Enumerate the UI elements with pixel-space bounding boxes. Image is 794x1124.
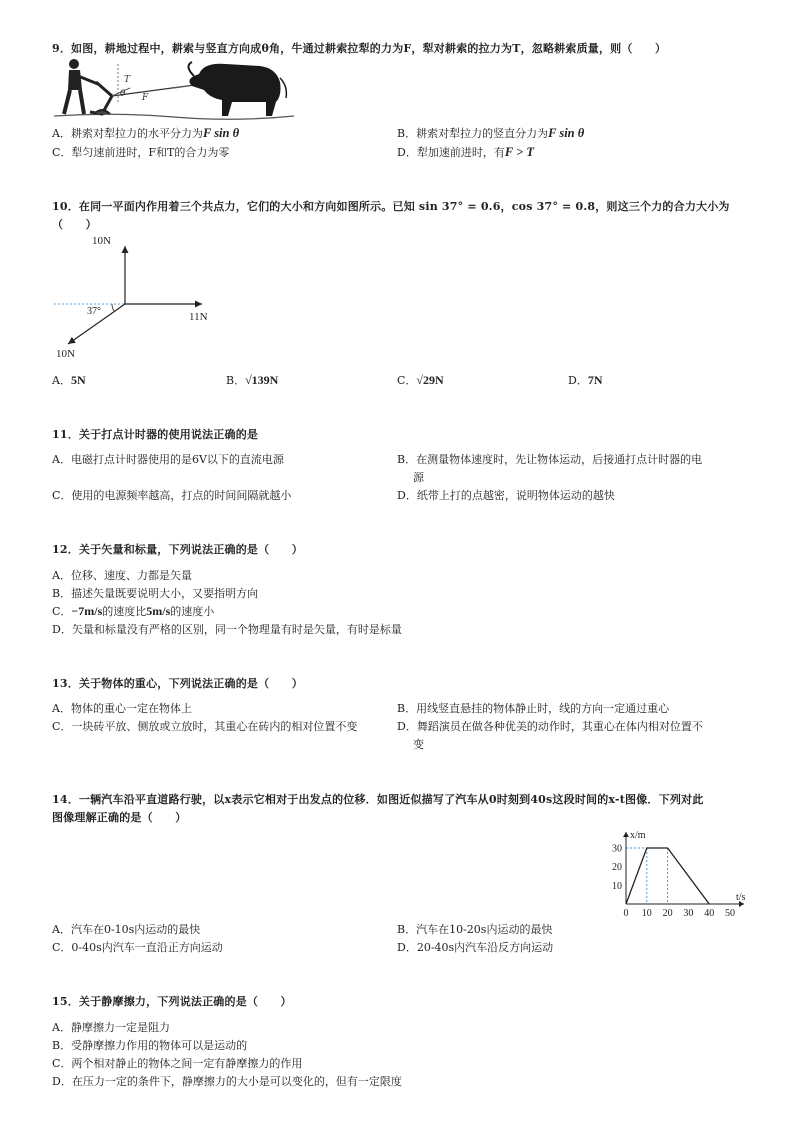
q13-option-d[interactable]: D．舞蹈演员在做各种优美的动作时，其重心在体内相对位置不 <box>397 720 703 733</box>
q14-option-a[interactable]: A．汽车在0-10s内运动的最快 <box>52 923 201 936</box>
q12-option-d[interactable]: D．矢量和标量没有严格的区别，同一个物理量有时是矢量，有时是标量 <box>52 623 402 636</box>
x-axis-label: t/s <box>736 892 746 903</box>
force-diagram <box>52 230 222 360</box>
q9-theta-label: θ <box>120 89 126 99</box>
x-tick-label: 50 <box>725 908 735 919</box>
q15-stem: 15．关于静摩擦力，下列说法正确的是（ ） <box>52 995 292 1008</box>
q13-stem: 13．关于物体的重心，下列说法正确的是（ ） <box>52 677 303 690</box>
force-diag-label: 10N <box>56 348 75 360</box>
q14-option-b[interactable]: B．汽车在10-20s内运动的最快 <box>397 923 553 936</box>
q10-option-b[interactable]: B．√139N <box>226 373 279 387</box>
q9-stem: 9．如图，耕地过程中，耕索与竖直方向成θ角，牛通过耕索拉犁的力为F，犁对耕索的拉力为T，忽略耕索质量，则（ ） <box>52 42 667 55</box>
y-tick-label: 10 <box>612 880 622 892</box>
q13-option-d-cont[interactable]: 变 <box>413 738 424 751</box>
q13-option-c[interactable]: C．一块砖平放、侧放或立放时，其重心在砖内的相对位置不变 <box>52 720 358 733</box>
q10-option-a[interactable]: A．5N <box>52 373 86 387</box>
q10-option-d[interactable]: D．7N <box>568 373 603 387</box>
angle-label: 37° <box>87 306 101 317</box>
q9-option-c[interactable]: C．犁匀速前进时，F和T的合力为零 <box>52 146 230 159</box>
q14-stem: 14．一辆汽车沿平直道路行驶，以x表示它相对于出发点的位移．如图近似描写了汽车从0时刻到40s这段时间的x-t图像．下列对此 <box>52 793 704 806</box>
x-tick-label: 10 <box>641 908 652 919</box>
q10-stem-line2: （ ） <box>52 218 97 231</box>
q9-option-d[interactable]: D．犁加速前进时，有F > T <box>397 145 534 159</box>
y-tick-label: 20 <box>612 862 622 874</box>
x-tick-label: 20 <box>662 908 673 919</box>
q12-option-a[interactable]: A．位移、速度、力都是矢量 <box>52 569 192 582</box>
q11-option-b-cont[interactable]: 源 <box>413 471 424 484</box>
q9-option-a[interactable]: A．耕索对犁拉力的水平分力为F sin θ <box>52 126 240 140</box>
q10-stem: 10．在同一平面内作用着三个共点力，它们的大小和方向如图所示。已知 sin 37° = 0.6，cos 37° = 0.8，则这三个力的合力大小为 <box>52 200 730 213</box>
q11-option-d[interactable]: D．纸带上打的点越密，说明物体运动的越快 <box>397 489 615 502</box>
q15-option-a[interactable]: A．静摩擦力一定是阻力 <box>52 1021 170 1034</box>
x-tick-label: 30 <box>683 908 694 919</box>
xt-graph <box>598 828 748 920</box>
y-axis-label: x/m <box>630 830 646 841</box>
q12-option-b[interactable]: B．描述矢量既要说明大小，又要指明方向 <box>52 587 259 600</box>
q15-option-c[interactable]: C．两个相对静止的物体之间一定有静摩擦力的作用 <box>52 1057 303 1070</box>
q12-option-c[interactable]: C．−7m/s的速度比5m/s的速度小 <box>52 604 215 618</box>
q13-option-a[interactable]: A．物体的重心一定在物体上 <box>52 702 192 715</box>
q14-option-d[interactable]: D．20-40s内汽车沿反方向运动 <box>397 941 554 954</box>
force-right-label: 11N <box>189 311 208 323</box>
q14-stem-line2: 图像理解正确的是（ ） <box>52 811 187 824</box>
q13-option-b[interactable]: B．用线竖直悬挂的物体静止时，线的方向一定通过重心 <box>397 702 670 715</box>
q11-stem: 11．关于打点计时器的使用说法正确的是 <box>52 428 259 441</box>
force-up-label: 10N <box>92 235 111 247</box>
plowing-illustration <box>54 56 294 124</box>
q14-option-c[interactable]: C．0-40s内汽车一直沿正方向运动 <box>52 941 223 954</box>
q10-option-c[interactable]: C．√29N <box>397 373 444 387</box>
q9-option-b[interactable]: B．耕索对犁拉力的竖直分力为F sin θ <box>397 126 585 140</box>
x-tick-label: 40 <box>704 908 715 919</box>
q11-option-a[interactable]: A．电磁打点计时器使用的是6V以下的直流电源 <box>52 453 284 466</box>
x-tick-label: 0 <box>623 908 629 919</box>
q15-option-b[interactable]: B．受静摩擦力作用的物体可以是运动的 <box>52 1039 248 1052</box>
q9-T-label: T <box>124 75 131 85</box>
q12-stem: 12．关于矢量和标量，下列说法正确的是（ ） <box>52 543 303 556</box>
q11-option-b[interactable]: B．在测量物体速度时，先让物体运动，后接通打点计时器的电 <box>397 453 703 466</box>
q11-option-c[interactable]: C．使用的电源频率越高，打点的时间间隔就越小 <box>52 489 292 502</box>
q15-option-d[interactable]: D．在压力一定的条件下，静摩擦力的大小是可以变化的，但有一定限度 <box>52 1075 402 1088</box>
y-tick-label: 30 <box>612 843 622 855</box>
q9-F-label: F <box>142 93 149 103</box>
